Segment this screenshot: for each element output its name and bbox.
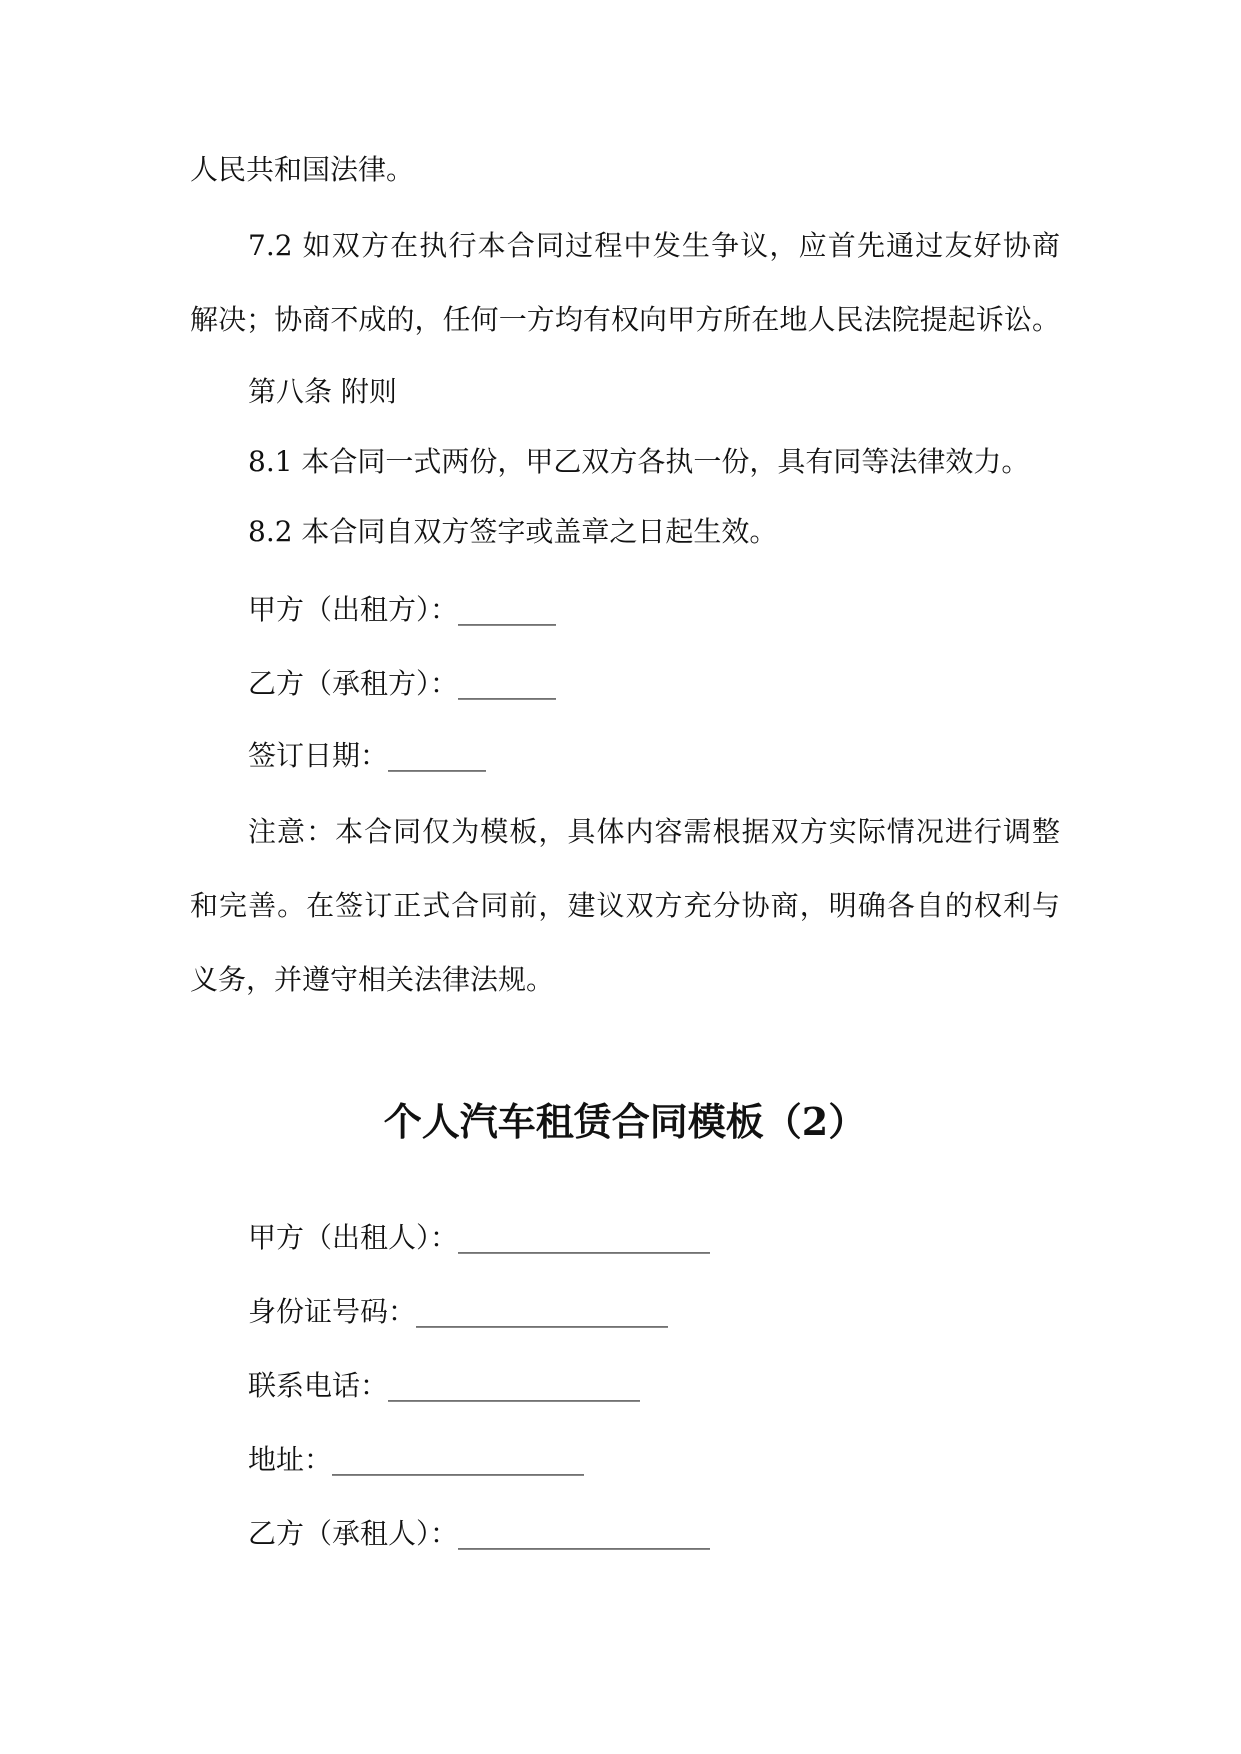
- field-blank: __________________: [416, 1295, 669, 1328]
- signature-party-a: [248, 590, 1060, 630]
- field-label: 甲方（出租方）：: [248, 593, 459, 626]
- form-field: [248, 1514, 1060, 1554]
- field-label: 签订日期：: [248, 739, 389, 772]
- field-label: 甲方（出租人）：: [248, 1221, 459, 1254]
- signature-date: [248, 736, 1060, 776]
- section-heading: 第八条 附则: [248, 375, 397, 408]
- paragraph-line: 人民共和国法律。: [190, 153, 415, 186]
- field-label: 联系电话：: [248, 1369, 389, 1402]
- note-line: 和完善。在签订正式合同前，建议双方充分协商，明确各自的权利与: [190, 889, 1060, 922]
- field-label: 地址：: [248, 1443, 333, 1476]
- field-blank: __________________: [332, 1443, 585, 1476]
- field-label: 乙方（承租方）：: [248, 667, 459, 700]
- section-title: 个人汽车租赁合同模板（2）: [383, 1099, 867, 1144]
- paragraph-line: 7.2 如双方在执行本合同过程中发生争议，应首先通过友好协商: [248, 229, 1060, 262]
- field-label: 乙方（承租人）：: [248, 1517, 459, 1550]
- paragraph-line: 解决；协商不成的，任何一方均有权向甲方所在地人民法院提起诉讼。: [190, 303, 1060, 336]
- field-blank: _______: [458, 667, 557, 700]
- field-blank: __________________: [458, 1517, 711, 1550]
- paragraph-line: 8.1 本合同一式两份，甲乙双方各执一份，具有同等法律效力。: [248, 445, 1030, 478]
- form-field: [248, 1366, 1060, 1406]
- field-label: 身份证号码：: [248, 1295, 417, 1328]
- form-field: [248, 1218, 1060, 1258]
- signature-party-b: [248, 664, 1060, 704]
- field-blank: __________________: [458, 1221, 711, 1254]
- form-field: [248, 1292, 1060, 1332]
- note-line: 注意：本合同仅为模板，具体内容需根据双方实际情况进行调整: [248, 815, 1060, 848]
- form-field: [248, 1440, 1060, 1480]
- note-line: 义务，并遵守相关法律法规。: [190, 963, 555, 996]
- field-blank: __________________: [388, 1369, 641, 1402]
- field-blank: _______: [388, 739, 487, 772]
- field-blank: _______: [458, 593, 557, 626]
- paragraph-line: 8.2 本合同自双方签字或盖章之日起生效。: [248, 515, 778, 548]
